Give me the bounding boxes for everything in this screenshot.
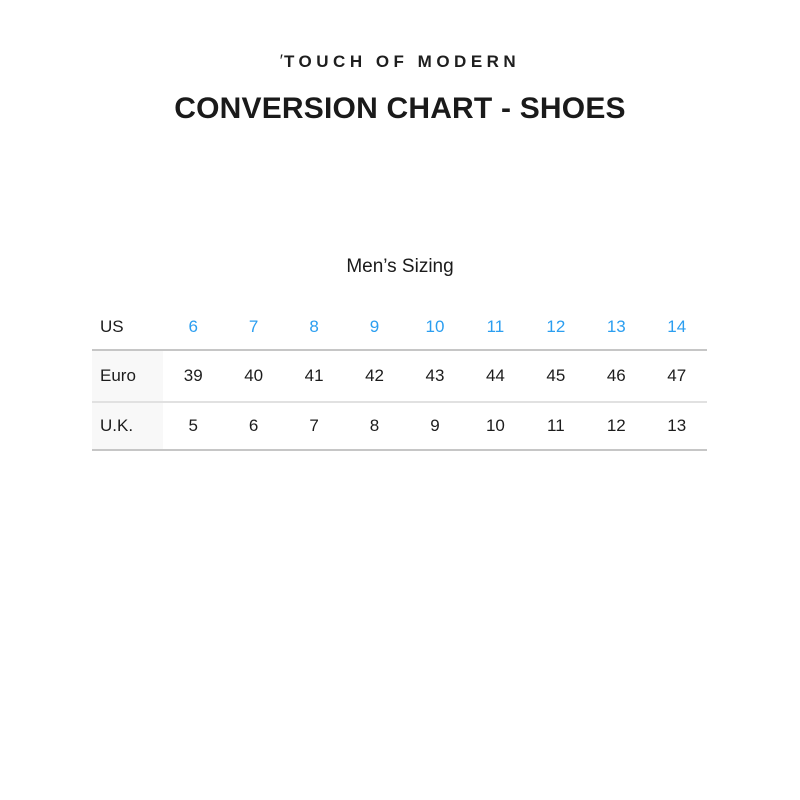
size-cell: 12 xyxy=(586,402,646,450)
size-cell: 11 xyxy=(465,305,525,350)
size-cell: 9 xyxy=(344,305,404,350)
size-cell: 13 xyxy=(647,402,708,450)
table-row-euro xyxy=(92,350,707,402)
row-label-euro: Euro xyxy=(92,350,163,402)
table-row-us xyxy=(92,305,707,350)
size-conversion-table xyxy=(92,305,707,451)
size-cell: 9 xyxy=(405,402,465,450)
size-cell: 39 xyxy=(163,350,223,402)
row-label-uk: U.K. xyxy=(92,402,163,450)
size-cell: 43 xyxy=(405,350,465,402)
size-cell: 14 xyxy=(647,305,708,350)
section-title-mens-sizing: Men’s Sizing xyxy=(346,256,454,277)
size-cell: 6 xyxy=(163,305,223,350)
brand-tick-mark: ′ xyxy=(279,51,283,70)
brand-logo xyxy=(0,52,800,72)
page-title: CONVERSION CHART - SHOES xyxy=(174,92,626,125)
table-row-uk xyxy=(92,402,707,450)
size-cell: 12 xyxy=(526,305,586,350)
size-cell: 42 xyxy=(344,350,404,402)
size-cell: 40 xyxy=(223,350,283,402)
size-cell: 46 xyxy=(586,350,646,402)
size-cell: 6 xyxy=(223,402,283,450)
size-cell: 7 xyxy=(284,402,344,450)
size-cell: 47 xyxy=(647,350,708,402)
size-cell: 10 xyxy=(465,402,525,450)
size-cell: 10 xyxy=(405,305,465,350)
brand-name: TOUCH OF MODERN xyxy=(283,52,521,71)
size-cell: 8 xyxy=(284,305,344,350)
size-cell: 11 xyxy=(526,402,586,450)
size-cell: 45 xyxy=(526,350,586,402)
row-label-us: US xyxy=(92,305,163,350)
size-cell: 8 xyxy=(344,402,404,450)
size-cell: 7 xyxy=(223,305,283,350)
size-cell: 41 xyxy=(284,350,344,402)
size-cell: 44 xyxy=(465,350,525,402)
size-cell: 13 xyxy=(586,305,646,350)
size-cell: 5 xyxy=(163,402,223,450)
